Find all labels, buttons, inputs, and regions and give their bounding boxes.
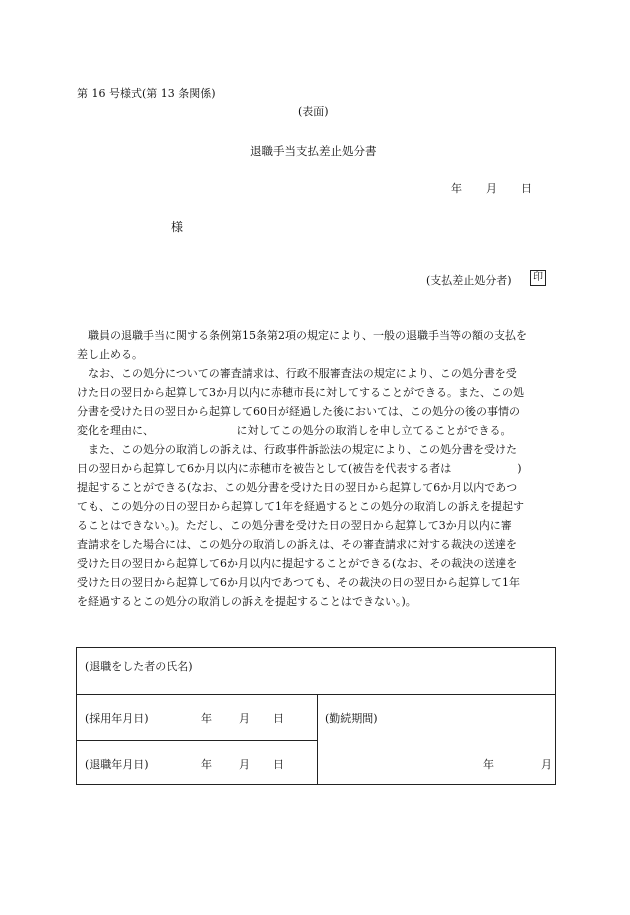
hire-year: 年 [201,712,212,725]
hire-month: 月 [239,712,250,725]
form-number: 第 16 号様式(第 13 条関係) [77,87,216,100]
body-line: ることはできない。)。ただし、この処分書を受けた日の翌日から起算して3か月以内に審 [77,519,512,532]
service-month: 月 [541,758,552,771]
employee-info-table [76,647,556,785]
retire-day: 日 [273,758,284,771]
issue-date [451,180,532,196]
body-line: 分書を受けた日の翌日から起算して60日が経過した後においては、この処分の後の事情の [77,405,520,418]
body-line: 差し止める。 [77,348,143,361]
hire-date-label: (採用年月日) [85,712,149,725]
body-line: また、この処分の取消しの訴えは、行政事件訴訟法の規定により、この処分書を受けた [77,443,517,456]
document-title: 退職手当支払差止処分書 [250,144,377,158]
table-divider [317,694,318,784]
service-year: 年 [483,758,494,771]
body-text [77,326,560,611]
hire-day: 日 [273,712,284,725]
date-year: 年 [451,182,462,195]
body-line: 提起することができる(なお、この処分書を受けた日の翌日から起算して6か月以内であつ [77,481,518,494]
retiree-name-label: (退職をした者の氏名) [85,660,193,673]
body-line: なお、この処分についての審査請求は、行政不服審査法の規定により、この処分書を受 [77,367,517,380]
date-day: 日 [521,182,532,195]
seal-mark: 印 [530,270,546,286]
addressee-honorific: 様 [171,220,184,234]
service-period-label: (勤続期間) [325,712,378,725]
issuer-label: (支払差止処分者) [426,274,512,287]
retire-date-label: (退職年月日) [85,758,149,771]
body-line: けた日の翌日から起算して3か月以内に赤穂市長に対してすることができる。また、この処 [77,386,524,399]
side-label: (表面) [298,105,329,118]
body-line: を経過するとこの処分の取消しの訴えを提起することはできない。)。 [77,595,417,608]
retire-year: 年 [201,758,212,771]
body-line: 職員の退職手当に関する条例第15条第2項の規定により、一般の退職手当等の額の支払を [77,329,527,342]
body-line: 受けた日の翌日から起算して6か月以内に提起することができる(なお、その裁決の送達を [77,557,518,570]
date-month: 月 [486,182,497,195]
retire-month: 月 [239,758,250,771]
body-line: 変化を理由に、 に対してこの処分の取消しを申し立てることができる。 [77,424,512,437]
body-line: 受けた日の翌日から起算して6か月以内であつても、その裁決の日の翌日から起算して1年 [77,576,520,589]
body-line: ても、この処分の日の翌日から起算して1年を経過するとこの処分の取消しの訴えを提起す [77,500,524,513]
body-line: 日の翌日から起算して6か月以内に赤穂市を被告として(被告を代表する者は ) [77,462,522,475]
table-divider [77,740,317,741]
table-divider [77,694,555,695]
body-line: 査請求をした場合には、この処分の取消しの訴えは、その審査請求に対する裁決の送達を [77,538,517,551]
